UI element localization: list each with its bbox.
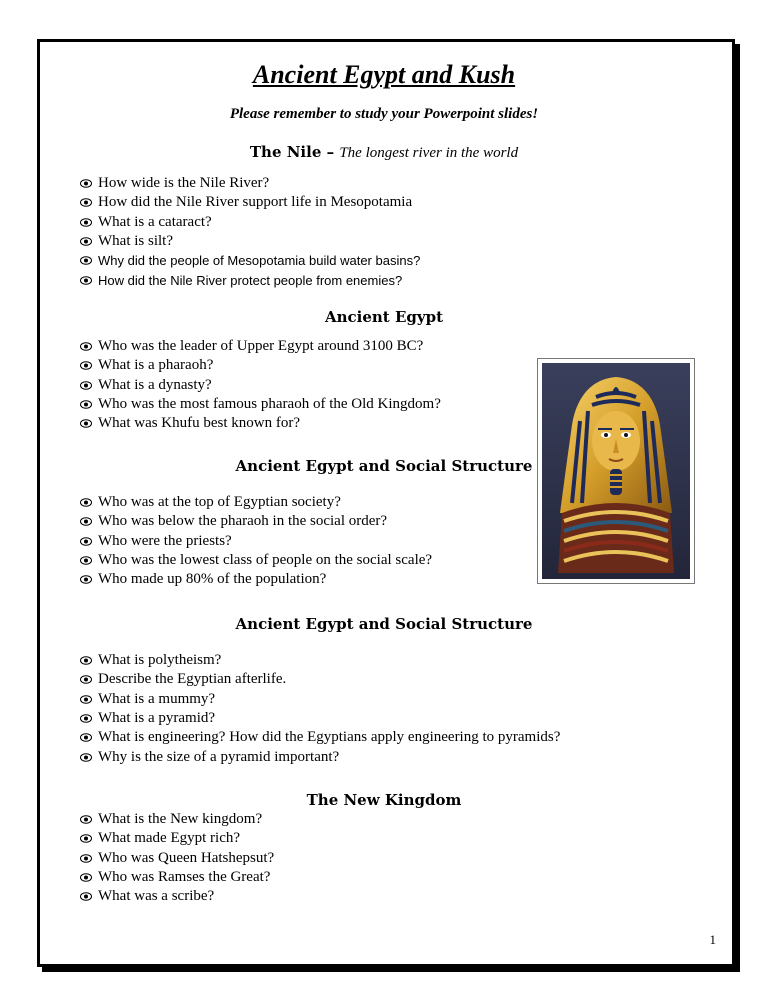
question-list-new-kingdom	[80, 810, 274, 906]
eye-icon	[80, 753, 92, 762]
section-heading-text: The Nile –	[249, 143, 335, 161]
eye-icon	[80, 695, 92, 704]
question-item: What made Egypt rich?	[80, 829, 274, 848]
pharaoh-mask-image	[537, 358, 695, 584]
eye-icon	[80, 237, 92, 246]
eye-icon	[80, 198, 92, 207]
question-item: Who was Queen Hatshepsut?	[80, 849, 274, 868]
question-item: Who was at the top of Egyptian society?	[80, 493, 432, 512]
eye-icon	[80, 218, 92, 227]
section-heading-social-structure-2: Ancient Egypt and Social Structure	[235, 615, 533, 633]
eye-icon	[80, 498, 92, 507]
question-item: What was a scribe?	[80, 887, 274, 906]
eye-icon	[80, 675, 92, 684]
section-heading-ancient-egypt: Ancient Egypt	[324, 308, 444, 326]
question-item: What is the New kingdom?	[80, 810, 274, 829]
eye-icon	[80, 381, 92, 390]
eye-icon	[80, 892, 92, 901]
section-heading-social-structure: Ancient Egypt and Social Structure	[235, 457, 533, 475]
question-item: What is engineering? How did the Egyptians apply engineering to pyramids?	[80, 728, 560, 747]
eye-icon	[80, 834, 92, 843]
question-item: Why is the size of a pyramid important?	[80, 747, 560, 766]
question-list-nile	[80, 174, 420, 290]
question-item: Who was the most famous pharaoh of the Old Kingdom?	[80, 395, 441, 414]
page-subtitle: Please remember to study your Powerpoint slides!	[229, 106, 539, 122]
eye-icon	[80, 556, 92, 565]
question-item: Who made up 80% of the population?	[80, 570, 432, 589]
question-item: Why did the people of Mesopotamia build water basins?	[80, 251, 420, 270]
eye-icon	[80, 575, 92, 584]
question-item: What is polytheism?	[80, 651, 560, 670]
eye-icon	[80, 733, 92, 742]
question-list-ancient-egypt	[80, 337, 441, 433]
question-item: What is a mummy?	[80, 690, 560, 709]
eye-icon	[80, 517, 92, 526]
question-item: Who was below the pharaoh in the social order?	[80, 512, 432, 531]
question-item: Who were the priests?	[80, 532, 432, 551]
eye-icon	[80, 342, 92, 351]
question-item: Who was the leader of Upper Egypt around 3100 BC?	[80, 337, 441, 356]
page-number: 1	[709, 932, 716, 947]
question-item: Describe the Egyptian afterlife.	[80, 670, 560, 689]
question-item: How did the Nile River support life in Mesopotamia	[80, 193, 420, 212]
eye-icon	[80, 400, 92, 409]
eye-icon	[80, 276, 92, 285]
question-list-social-structure	[80, 493, 432, 589]
eye-icon	[80, 656, 92, 665]
question-item: What is a pyramid?	[80, 709, 560, 728]
question-item: What is silt?	[80, 232, 420, 251]
eye-icon	[80, 714, 92, 723]
eye-icon	[80, 361, 92, 370]
section-heading-nile	[0, 143, 768, 162]
question-item: Who was the lowest class of people on the social scale?	[80, 551, 432, 570]
question-item: What is a dynasty?	[80, 376, 441, 395]
eye-icon	[80, 873, 92, 882]
section-heading-new-kingdom: The New Kingdom	[306, 791, 462, 809]
section-subheading: The longest river in the world	[339, 145, 519, 161]
page-title: Ancient Egypt and Kush	[252, 60, 516, 89]
mask-illustration	[542, 363, 690, 579]
eye-icon	[80, 419, 92, 428]
eye-icon	[80, 854, 92, 863]
question-item: How wide is the Nile River?	[80, 174, 420, 193]
question-item: Who was Ramses the Great?	[80, 868, 274, 887]
question-item: What is a pharaoh?	[80, 356, 441, 375]
eye-icon	[80, 537, 92, 546]
eye-icon	[80, 179, 92, 188]
question-item: How did the Nile River protect people from enemies?	[80, 270, 420, 289]
question-list-afterlife	[80, 651, 560, 767]
question-item: What is a cataract?	[80, 213, 420, 232]
eye-icon	[80, 256, 92, 265]
eye-icon	[80, 815, 92, 824]
question-item: What was Khufu best known for?	[80, 414, 441, 433]
